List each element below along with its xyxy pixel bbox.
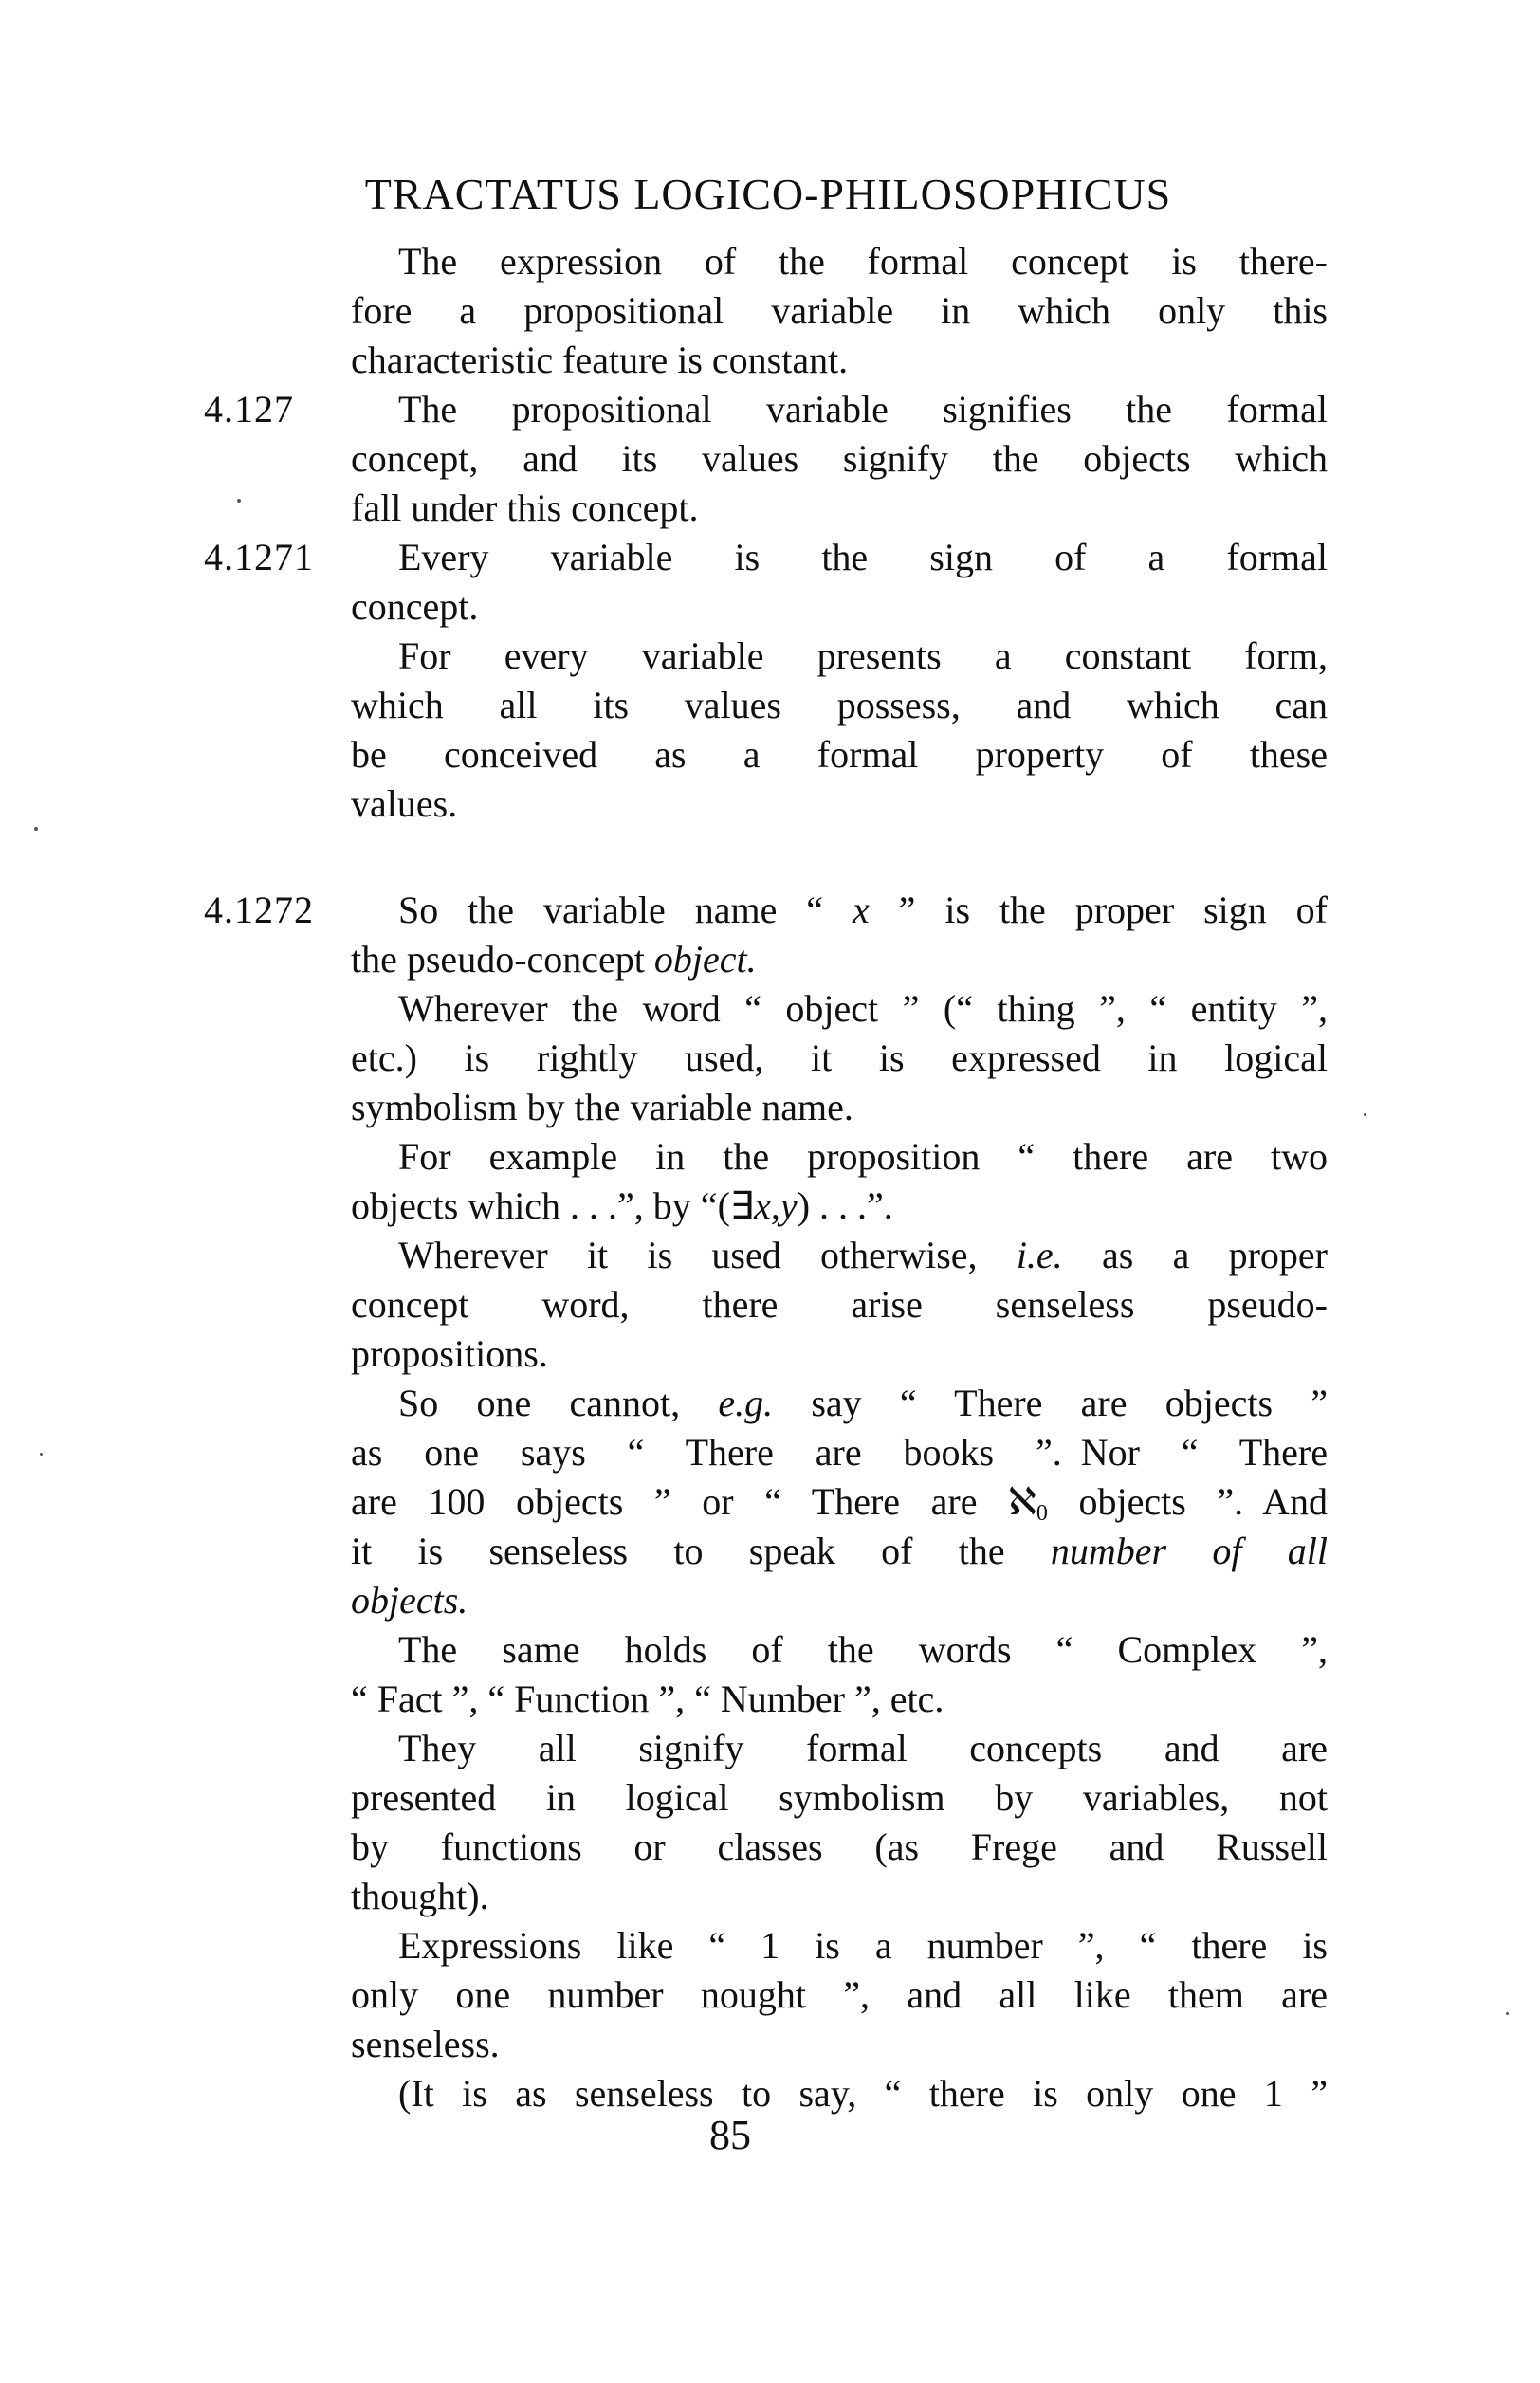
math-symbol: ∃	[729, 1184, 755, 1228]
text-line	[0, 1034, 1540, 1083]
text-line-content	[351, 632, 1328, 681]
text-line-content	[351, 1231, 1328, 1280]
math-symbol: ℵ	[1008, 1480, 1036, 1524]
text-line-content	[351, 1379, 1328, 1428]
text-segment: ” is the proper sign of	[869, 889, 1328, 931]
text-line-content	[351, 1971, 1328, 2020]
text-line-content	[351, 1823, 1328, 1872]
text-line	[0, 886, 1540, 935]
scan-speck	[1364, 1113, 1366, 1116]
text-segment: (It is as senseless to say, “ there is only one 1 ”	[398, 2072, 1328, 2115]
text-segment: concept, and its values signify the objects which	[351, 437, 1328, 480]
text-line-content	[351, 1428, 1328, 1477]
text-line	[0, 1182, 1540, 1231]
text-segment: concept word, there arise senseless pseudo-	[351, 1283, 1328, 1326]
text-line-content	[351, 385, 1328, 434]
text-line	[0, 1773, 1540, 1823]
text-line-content	[351, 286, 1328, 336]
text-line	[0, 1379, 1540, 1428]
text-segment: symbolism by the variable name.	[351, 1086, 853, 1128]
text-line-content	[351, 730, 1328, 779]
text-segment: etc.) is rightly used, it is expressed in logical	[351, 1036, 1328, 1079]
text-segment: ) . . .”.	[797, 1184, 893, 1227]
text-segment: The expression of the formal concept is there-	[398, 240, 1328, 283]
text-line-content	[351, 336, 1328, 385]
text-segment: concept.	[351, 585, 479, 628]
text-line-content	[351, 886, 1328, 935]
text-segment: propositions.	[351, 1332, 548, 1375]
text-segment: it is senseless to speak of the	[351, 1530, 1051, 1572]
text-line	[0, 582, 1540, 632]
text-line	[0, 1576, 1540, 1625]
scan-speck	[34, 827, 38, 831]
text-line-content	[351, 1034, 1328, 1083]
text-line	[0, 385, 1540, 434]
text-line	[0, 1921, 1540, 1971]
text-segment: are 100 objects ” or “ There are	[351, 1480, 1009, 1523]
text-line-content	[351, 1576, 1328, 1625]
text-segment: say “ There are objects ”	[773, 1382, 1328, 1424]
text-segment: So one cannot,	[398, 1382, 719, 1424]
text-line-content	[351, 2020, 1328, 2069]
text-segment: the pseudo-concept	[351, 938, 654, 981]
text-line	[0, 286, 1540, 336]
text-line	[0, 533, 1540, 582]
text-segment: Wherever it is used otherwise,	[398, 1234, 1017, 1276]
text-line	[0, 484, 1540, 533]
text-segment: which all its values possess, and which can	[351, 684, 1328, 726]
text-line	[0, 1823, 1540, 1872]
scan-speck	[237, 499, 241, 503]
text-line-content	[351, 935, 1328, 984]
text-segment: thought).	[351, 1875, 489, 1917]
text-line	[0, 681, 1540, 730]
text-segment: by functions or classes (as Frege and Russell	[351, 1825, 1328, 1868]
text-segment: Every variable is the sign of a formal	[398, 536, 1328, 578]
text-line-content	[351, 681, 1328, 730]
text-line-content	[351, 984, 1328, 1034]
text-line	[0, 434, 1540, 484]
text-line-content	[351, 779, 1328, 829]
text-line-content	[351, 1527, 1328, 1576]
text-segment: Expressions like “ 1 is a number ”, “ there is	[398, 1924, 1328, 1967]
page-body	[0, 237, 1540, 2118]
text-segment: Wherever the word “ object ” (“ thing ”, “ entity ”,	[398, 987, 1328, 1030]
text-segment: fall under this concept.	[351, 486, 699, 529]
text-line-content	[351, 1675, 1328, 1724]
text-line-content	[351, 1182, 1328, 1231]
text-segment: For example in the proposition “ there are two	[398, 1135, 1328, 1178]
text-segment: The same holds of the words “ Complex ”,	[398, 1628, 1328, 1671]
text-line	[0, 1231, 1540, 1280]
text-line-content	[351, 533, 1328, 582]
text-segment: For every variable presents a constant form,	[398, 634, 1328, 677]
text-segment: characteristic feature is constant.	[351, 339, 849, 381]
text-segment: object.	[653, 938, 757, 981]
text-segment: senseless.	[351, 2023, 500, 2065]
text-line	[0, 1724, 1540, 1773]
text-segment: values.	[351, 782, 458, 825]
text-line	[0, 1428, 1540, 1477]
text-segment: number of all	[1050, 1530, 1328, 1572]
text-line-content	[351, 1921, 1328, 1971]
text-segment: x,y	[754, 1184, 798, 1227]
section-number: 4.1271	[204, 536, 314, 578]
text-line	[0, 1527, 1540, 1576]
text-line	[0, 1329, 1540, 1379]
text-line	[0, 779, 1540, 829]
text-line	[0, 1872, 1540, 1921]
text-line-content	[351, 237, 1328, 286]
text-segment: x	[852, 889, 870, 931]
text-line	[0, 1132, 1540, 1182]
text-line-content	[351, 582, 1328, 632]
text-line-content	[351, 1773, 1328, 1823]
text-segment: The propositional variable signifies the formal	[398, 388, 1328, 431]
text-line-content	[351, 1724, 1328, 1773]
text-line	[0, 1280, 1540, 1329]
text-line	[0, 984, 1540, 1034]
text-line	[0, 632, 1540, 681]
text-segment: fore a propositional variable in which only this	[351, 289, 1328, 332]
paragraph-gap	[0, 829, 1540, 886]
text-line-content	[351, 1329, 1328, 1379]
text-segment: They all signify formal concepts and are	[398, 1727, 1328, 1769]
text-segment: be conceived as a formal property of these	[351, 733, 1328, 776]
text-line-content	[351, 484, 1328, 533]
text-segment: “ Fact ”, “ Function ”, “ Number ”, etc.	[351, 1677, 944, 1720]
page-header: TRACTATUS LOGICO-PHILOSOPHICUS	[364, 170, 1172, 218]
text-line	[0, 935, 1540, 984]
text-line-content	[351, 1625, 1328, 1675]
text-segment: objects which . . .”, by “(	[351, 1184, 730, 1227]
scan-speck	[1506, 2012, 1509, 2015]
text-segment: objects ”. And	[1047, 1480, 1328, 1523]
text-line-content	[351, 1083, 1328, 1132]
text-segment: 0	[1036, 1501, 1048, 1526]
text-segment: as one says “ There are books ”. Nor “ There	[351, 1431, 1328, 1474]
text-segment: So the variable name “	[398, 889, 852, 931]
text-line	[0, 730, 1540, 779]
text-line	[0, 1477, 1540, 1527]
text-line	[0, 237, 1540, 286]
text-line-content	[351, 1872, 1328, 1921]
text-segment: presented in logical symbolism by variables, not	[351, 1776, 1328, 1819]
text-segment: e.g.	[718, 1382, 774, 1424]
text-segment: as a proper	[1062, 1234, 1329, 1276]
text-line-content	[351, 1132, 1328, 1182]
text-line-content	[351, 434, 1328, 484]
text-segment: objects.	[351, 1579, 468, 1622]
text-line-content	[351, 1280, 1328, 1329]
text-line	[0, 2020, 1540, 2069]
section-number: 4.127	[204, 388, 294, 431]
text-segment: i.e.	[1016, 1234, 1063, 1276]
scan-speck	[40, 1453, 43, 1456]
page-number: 85	[709, 2112, 751, 2158]
text-line	[0, 336, 1540, 385]
text-line	[0, 1625, 1540, 1675]
text-line	[0, 1675, 1540, 1724]
section-number: 4.1272	[204, 889, 314, 931]
text-line	[0, 1971, 1540, 2020]
text-segment: only one number nought ”, and all like them are	[351, 1973, 1328, 2016]
text-line	[0, 1083, 1540, 1132]
